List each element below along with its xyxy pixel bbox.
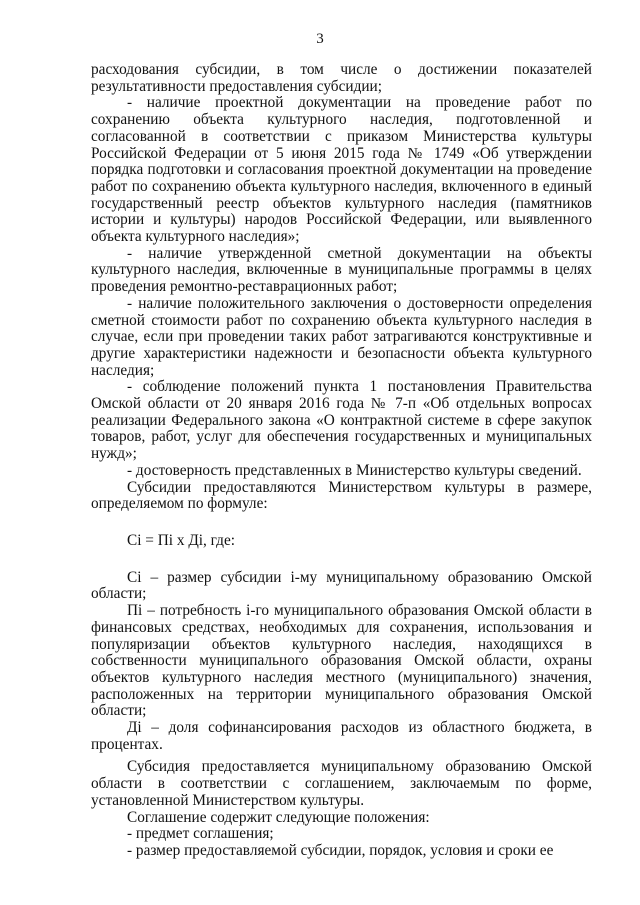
- paragraph-7: Субсидии предоставляются Министерством культуры в размере, определяемом по формуле:: [91, 478, 592, 513]
- paragraph-6: - достоверность представленных в Министерство культуры сведений.: [127, 461, 582, 479]
- formula: Сi = Пi x Дi, где:: [127, 531, 235, 549]
- definition-di: Дi – доля софинансирования расходов из областного бюджета, в процентах.: [91, 719, 592, 753]
- paragraph-agreement: Соглашение содержит следующие положения:: [127, 808, 430, 826]
- definition-ci: Сi – размер субсидии i-му муниципальному образованию Омской области;: [91, 568, 592, 603]
- definition-pi: Пi – потребность i-го муниципального образования Омской области в финансовых средствах, необходимых для сохранения, использования и популяризации объектов культурного наследия, находящихся в собственности муниципального образования Омской области, охраны объектов культурного наследия местного (муниципального) значения, расположенных на территории муниципального образования Омской области;: [91, 602, 592, 720]
- paragraph-3: - наличие утвержденной сметной документации на объекты культурного наследия, включенные в муниципальные программы в целях проведения ремонтно-реставрационных работ;: [91, 244, 592, 296]
- paragraph-1: расходования субсидии, в том числе о достижении показателей результативности предоставления субсидии;: [91, 61, 592, 95]
- paragraph-2: - наличие проектной документации на проведение работ по сохранению объекта культурного наследия, подготовленной и согласованной в соответствии с приказом Министерства культуры Российской Федерации от 5 июня 2015 года № 1749 «Об утверждении порядка подготовки и согласования проектной документации на проведение работ по сохранению объекта культурного наследия, включенного в единый государственный реестр объектов культурного наследия (памятников истории и культуры) народов Российской Федерации, или выявленного объекта культурного наследия»;: [91, 94, 592, 246]
- paragraph-5: - соблюдение положений пункта 1 постановления Правительства Омской области от 20 января 2016 года № 7-п «Об отдельных вопросах реализации Федерального закона «О контрактной системе в сфере закупок товаров, работ, услуг для обеспечения государственных и муниципальных нужд»;: [91, 378, 592, 463]
- page-number: 3: [316, 31, 324, 47]
- list-item-subject: - предмет соглашения;: [127, 825, 274, 843]
- document-body: [91, 62, 592, 860]
- list-item-amount: - размер предоставляемой субсидии, порядок, условия и сроки ее: [127, 841, 554, 859]
- paragraph-4: - наличие положительного заключения о достоверности определения сметной стоимости работ по сохранению объекта культурного наследия в случае, если при проведении таких работ затрагиваются конструктивные и другие характеристики надежности и безопасности объекта культурного наследия;: [91, 294, 592, 379]
- paragraph-subsidy: Субсидия предоставляется муниципальному образованию Омской области в соответствии с соглашением, заключаемым по форме, установленной Министерством культуры.: [91, 758, 592, 809]
